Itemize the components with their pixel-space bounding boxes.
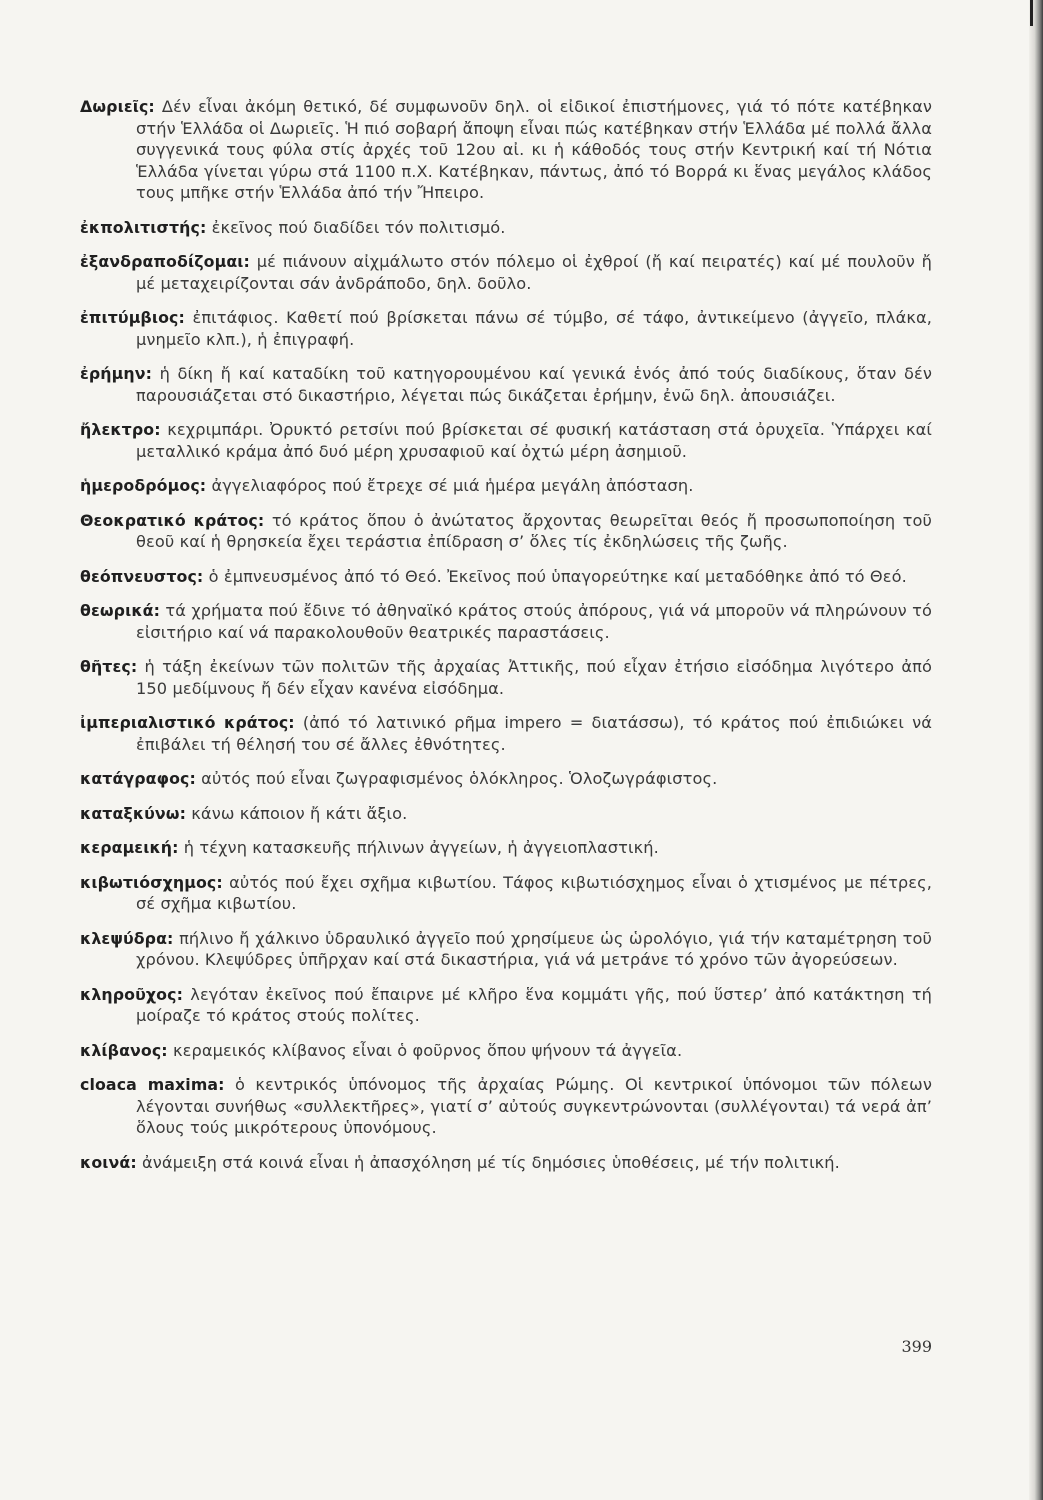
- entry-definition: κεχριμπάρι. Ὀρυκτό ρετσίνι πού βρίσκεται σέ φυσική κατάσταση στά ὀρυχεῖα. Ὑπάρχει καί μεταλλικό κράμα ἀπό δυό μέρη χρυσαφιοῦ καί ὀχτώ μέρη ἀσημιοῦ.: [136, 420, 932, 461]
- entry-definition: τό κράτος ὅπου ὁ ἀνώτατος ἄρχοντας θεωρεῖται θεός ἤ προσωποποίηση τοῦ θεοῦ καί ἡ θρησκεία ἔχει τεράστια ἐπίδραση σ’ ὅλες τίς ἐκδηλώσεις τῆς ζωῆς.: [136, 510, 932, 551]
- glossary-entry: [80, 419, 932, 462]
- entry-definition: ἐκεῖνος πού διαδίδει τόν πολιτισμό.: [211, 217, 506, 237]
- entry-definition: ἡ τέχνη κατασκευῆς πήλινων ἀγγείων, ἡ ἀγγειοπλαστική.: [183, 838, 659, 857]
- entry-definition: ἀγγελιαφόρος πού ἔτρεχε σέ μιά ἡμέρα μεγάλη ἀπόσταση.: [211, 476, 694, 495]
- entry-definition: αὐτός πού εἶναι ζωγραφισμένος ὁλόκληρος. Ὁλοζωγράφιστος.: [201, 769, 718, 788]
- entry-term: κιβωτιόσχημος:: [80, 872, 223, 892]
- entry-term: ἰμπεριαλιστικό κράτος:: [80, 713, 295, 732]
- entry-term: κλεψύδρα:: [80, 928, 174, 948]
- entry-term: Δωριεῖς:: [80, 97, 155, 116]
- entry-definition: πήλινο ἤ χάλκινο ὑδραυλικό ἀγγεῖο πού χρησίμευε ὡς ὡρολόγιο, γιά τήν καταμέτρηση τοῦ χρόνου. Κλεψύδρες ὑπῆρχαν καί στά δικαστήρια, γιά νά μετράνε τό χρόνο τῶν ἀγορεύσεων.: [136, 928, 932, 969]
- glossary-entry: [80, 928, 932, 971]
- glossary-entry: [80, 656, 932, 699]
- glossary-entry: [80, 1074, 932, 1139]
- entry-definition: ἀνάμειξη στά κοινά εἶναι ἡ ἀπασχόληση μέ τίς δημόσιες ὑποθέσεις, μέ τήν πολιτική.: [142, 1152, 840, 1172]
- entry-definition: τά χρήματα πού ἔδινε τό ἀθηναϊκό κράτος στούς ἀπόρους, γιά νά μποροῦν νά πληρώνουν τό εἰσιτήριο καί νά παρακολουθοῦν θεατρικές παραστάσεις.: [136, 601, 932, 642]
- entry-term: θεόπνευστος:: [80, 566, 204, 586]
- glossary-entry: [80, 251, 932, 294]
- glossary-entry: [80, 803, 932, 825]
- glossary-entry: [80, 307, 932, 350]
- entry-definition: ἡ δίκη ἤ καί καταδίκη τοῦ κατηγορουμένου καί γενικά ἑνός ἀπό τούς διαδίκους, ὅταν δέν παρουσιάζεται στό δικαστήριο, λέγεται πώς δικάζεται ἐρήμην, ἐνῶ δηλ. ἀπουσιάζει.: [136, 364, 932, 405]
- glossary-entry: [80, 217, 932, 239]
- entry-term: θεωρικά:: [80, 601, 161, 620]
- glossary-entry: [80, 837, 932, 859]
- entry-term: θῆτες:: [80, 657, 138, 676]
- glossary-entry: [80, 1152, 932, 1174]
- entry-definition: ὁ ἐμπνευσμένος ἀπό τό Θεό. Ἐκεῖνος πού ὑπαγορεύτηκε καί μεταδόθηκε ἀπό τό Θεό.: [208, 566, 907, 586]
- entry-term: κεραμεική:: [80, 838, 179, 857]
- entry-term: κλίβανος:: [80, 1040, 168, 1060]
- entry-definition: κεραμεικός κλίβανος εἶναι ὁ φοῦρνος ὅπου ψήνουν τά ἀγγεῖα.: [172, 1040, 683, 1060]
- entry-term: κοινά:: [80, 1152, 137, 1172]
- glossary-entry: [80, 363, 932, 406]
- glossary-entry: [80, 984, 932, 1027]
- glossary-entry: [80, 768, 932, 790]
- page-edge-shadow: [1029, 0, 1043, 1500]
- glossary-entry: [80, 510, 932, 553]
- entry-term: κληροῦχος:: [80, 984, 184, 1004]
- entry-term: cloaca maxima:: [80, 1075, 225, 1094]
- glossary-entry: [80, 712, 932, 755]
- glossary-entry: [80, 96, 932, 204]
- entry-definition: ἡ τάξη ἐκείνων τῶν πολιτῶν τῆς ἀρχαίας Ἀττικῆς, πού εἶχαν ἐτήσιο εἰσόδημα λιγότερο ἀπό 150 μεδίμνους ἤ δέν εἶχαν κανένα εἰσόδημα.: [136, 657, 933, 698]
- entry-definition: λεγόταν ἐκεῖνος πού ἔπαιρνε μέ κλῆρο ἕνα κομμάτι γῆς, πού ὕστερ’ ἀπό κατάκτηση τή μοίραζε τό κράτος στούς πολίτες.: [136, 984, 932, 1025]
- entry-term: ἐρήμην:: [80, 364, 152, 383]
- glossary-entry: [80, 1040, 932, 1062]
- glossary-entry: [80, 872, 932, 915]
- entry-definition: ἐπιτάφιος. Καθετί πού βρίσκεται πάνω σέ τύμβο, σέ τάφο, ἀντικείμενο (ἀγγεῖο, πλάκα, μνημεῖο κλπ.), ἡ ἐπιγραφή.: [136, 308, 933, 349]
- entry-term: καταξκύνω:: [80, 803, 187, 823]
- entry-definition: ὁ κεντρικός ὑπόνομος τῆς ἀρχαίας Ρώμης. Οἱ κεντρικοί ὑπόνομοι τῶν πόλεων λέγονται συνήθως «συλλεκτῆρες», γιατί σ’ αὐτούς συγκεντρώνονται (συλλέγονται) τά νερά ἀπ’ ὅλους τούς μικρότερους ὑπονόμους.: [136, 1075, 932, 1137]
- glossary-entry: [80, 600, 932, 643]
- entry-term: κατάγραφος:: [80, 769, 196, 788]
- entry-definition: μέ πιάνουν αἰχμάλωτο στόν πόλεμο οἱ ἐχθροί (ἤ καί πειρατές) καί μέ πουλοῦν ἤ μέ μεταχειρίζονται σάν ἀνδράποδο, δηλ. δοῦλο.: [136, 252, 932, 293]
- entry-definition: κάνω κάποιον ἤ κάτι ἄξιο.: [191, 803, 408, 823]
- glossary-entry: [80, 566, 932, 588]
- entry-term: ἤλεκτρο:: [80, 420, 161, 439]
- entry-definition: (ἀπό τό λατινικό ρῆμα impero = διατάσσω), τό κράτος πού ἐπιδιώκει νά ἐπιβάλει τή θέλησή του σέ ἄλλες ἐθνότητες.: [136, 713, 932, 754]
- entry-term: ἡμεροδρόμος:: [80, 476, 207, 495]
- page-edge-mark: [1030, 0, 1033, 26]
- entry-term: ἐπιτύμβιος:: [80, 308, 185, 327]
- entry-definition: Δέν εἶναι ἀκόμη θετικό, δέ συμφωνοῦν δηλ. οἱ εἰδικοί ἐπιστήμονες, γιά τό πότε κατέβηκαν στήν Ἑλλάδα οἱ Δωριεῖς. Ἡ πιό σοβαρή ἄποψη εἶναι πώς κατέβηκαν στήν Ἑλλάδα μέ πολλά ἄλλα συγγενικά τους φύλα στίς ἀρχές τοῦ 12ου αἰ. κι ἡ κάθοδός τους στήν Κεντρική καί τή Νότια Ἑλλάδα γίνεται γύρω στά 1100 π.Χ. Κατέβηκαν, πάντως, ἀπό τό Βορρά κι ἕνας μεγάλος κλάδος τους μπῆκε στήν Ἑλλάδα ἀπό τήν Ἤπειρο.: [136, 97, 932, 202]
- glossary-list: [80, 96, 932, 1186]
- entry-definition: αὐτός πού ἔχει σχῆμα κιβωτίου. Τάφος κιβωτιόσχημος εἶναι ὁ χτισμένος με πέτρες, σέ σχῆμα κιβωτίου.: [136, 872, 932, 913]
- entry-term: ἐξανδραποδίζομαι:: [80, 252, 250, 271]
- glossary-entry: [80, 475, 932, 497]
- entry-term: ἐκπολιτιστής:: [80, 217, 207, 237]
- page-number: 399: [901, 1337, 932, 1356]
- entry-term: Θεοκρατικό κράτος:: [80, 510, 265, 530]
